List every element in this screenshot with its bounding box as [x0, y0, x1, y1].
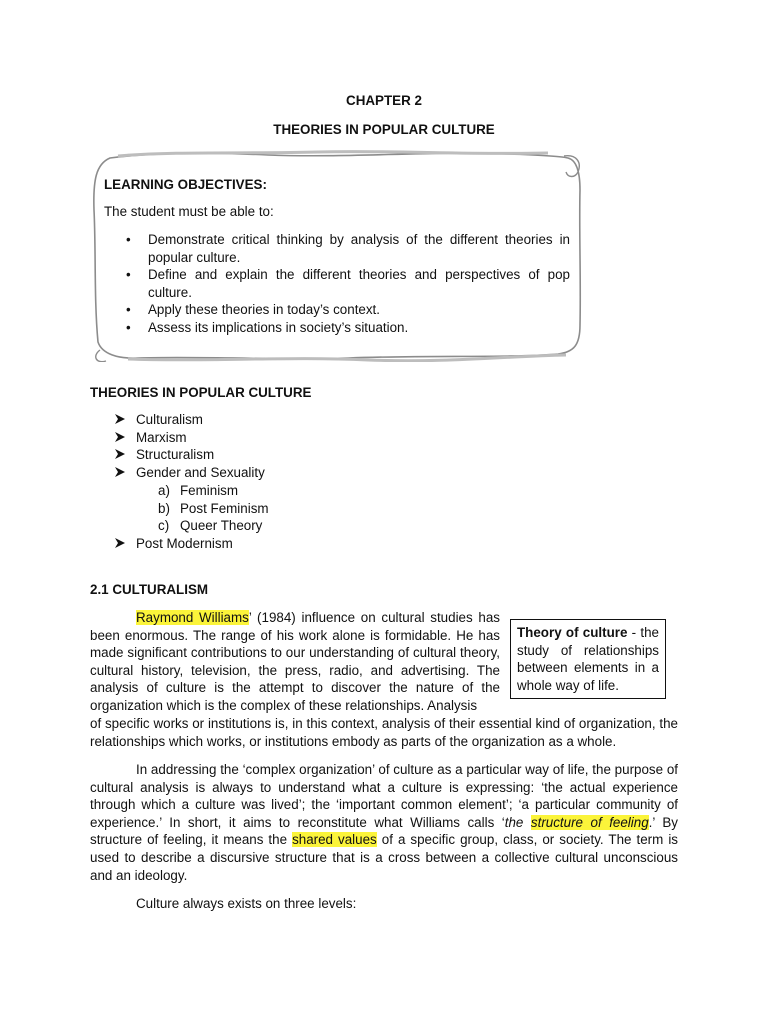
paragraph-williams-rest: of specific works or institutions is, in this context, analysis of their essential kind of organization, the relationships which works, or institutions embody as parts of the organization as a whole.	[90, 716, 678, 749]
theory-of-culture-box	[510, 619, 666, 699]
gender-sublist	[158, 482, 269, 535]
list-item: Post Modernism	[114, 535, 233, 553]
sidebox-definition: - the study of relationships between elements in a whole way of life.	[517, 625, 660, 693]
arrowhead-icon	[114, 431, 126, 443]
objectives-intro: The student must be able to:	[104, 204, 274, 219]
list-item: c) Queer Theory	[158, 518, 263, 534]
list-item: Structuralism	[114, 446, 265, 464]
list-item: Marxism	[114, 429, 265, 447]
theories-list	[114, 411, 265, 481]
page-title: THEORIES IN POPULAR CULTURE	[273, 122, 495, 137]
list-item: Gender and Sexuality	[114, 464, 265, 482]
objectives-list	[104, 231, 570, 337]
list-item: • Assess its implications in society’s situation.	[126, 319, 409, 335]
bullet-icon: •	[126, 232, 131, 247]
arrowhead-icon	[114, 466, 126, 478]
highlight-raymond-williams: Raymond Williams	[136, 610, 249, 625]
sidebox-term: Theory of culture	[517, 625, 628, 640]
list-item: a) Feminism	[158, 483, 239, 498]
paragraph-williams: Raymond Williams’ (1984) influence on cultural studies has been enormous. The range of his work alone is formidable. He has made significant contributions to our understanding of cultural theory, cultural history, television, the press, radio, and advertising. The analysis of culture is the attempt to discover the nature of the organization which is the complex of these relationships. Analysis	[90, 610, 500, 713]
highlight-shared-values: shared values	[292, 832, 377, 848]
list-item: • Demonstrate critical thinking by analysis of the different theories in popular culture.	[126, 232, 570, 265]
paragraph-structure-of-feeling: In addressing the ‘complex organization’ of culture as a particular way of life, the purpose of cultural analysis is always to understand what a culture is expressing: ‘the actual experience through which a culture was lived’; the ‘important common element’; ‘a particular community of experience.’ In short, it aims to reconstitute what Williams calls ‘the structure of feeling.’ By structure of feeling, it means the shared values of a specific group, class, or society. The term is used to describe a discursive structure that is a cross between a collective cultural unconscious and an ideology.	[90, 762, 678, 883]
chapter-label: CHAPTER 2	[346, 93, 422, 108]
arrowhead-icon	[114, 448, 126, 460]
arrowhead-icon	[114, 413, 126, 425]
bullet-icon: •	[126, 267, 131, 283]
list-item: • Define and explain the different theories and perspectives of pop culture.	[126, 267, 570, 300]
theories-heading: THEORIES IN POPULAR CULTURE	[90, 385, 312, 400]
bullet-icon: •	[126, 302, 131, 318]
highlight-structure-of-feeling: structure of feeling	[530, 814, 649, 830]
theories-list-end	[114, 535, 233, 553]
culturalism-heading: 2.1 CULTURALISM	[90, 582, 209, 597]
learning-objectives-box	[88, 150, 582, 362]
list-item: b) Post Feminism	[158, 500, 269, 516]
arrowhead-icon	[114, 537, 126, 549]
paragraph-three-levels: Culture always exists on three levels:	[136, 896, 357, 911]
objectives-heading: LEARNING OBJECTIVES:	[104, 177, 267, 192]
bullet-icon: •	[126, 319, 131, 335]
list-item: Culturalism	[114, 411, 265, 429]
list-item: • Apply these theories in today’s context.	[126, 302, 380, 318]
